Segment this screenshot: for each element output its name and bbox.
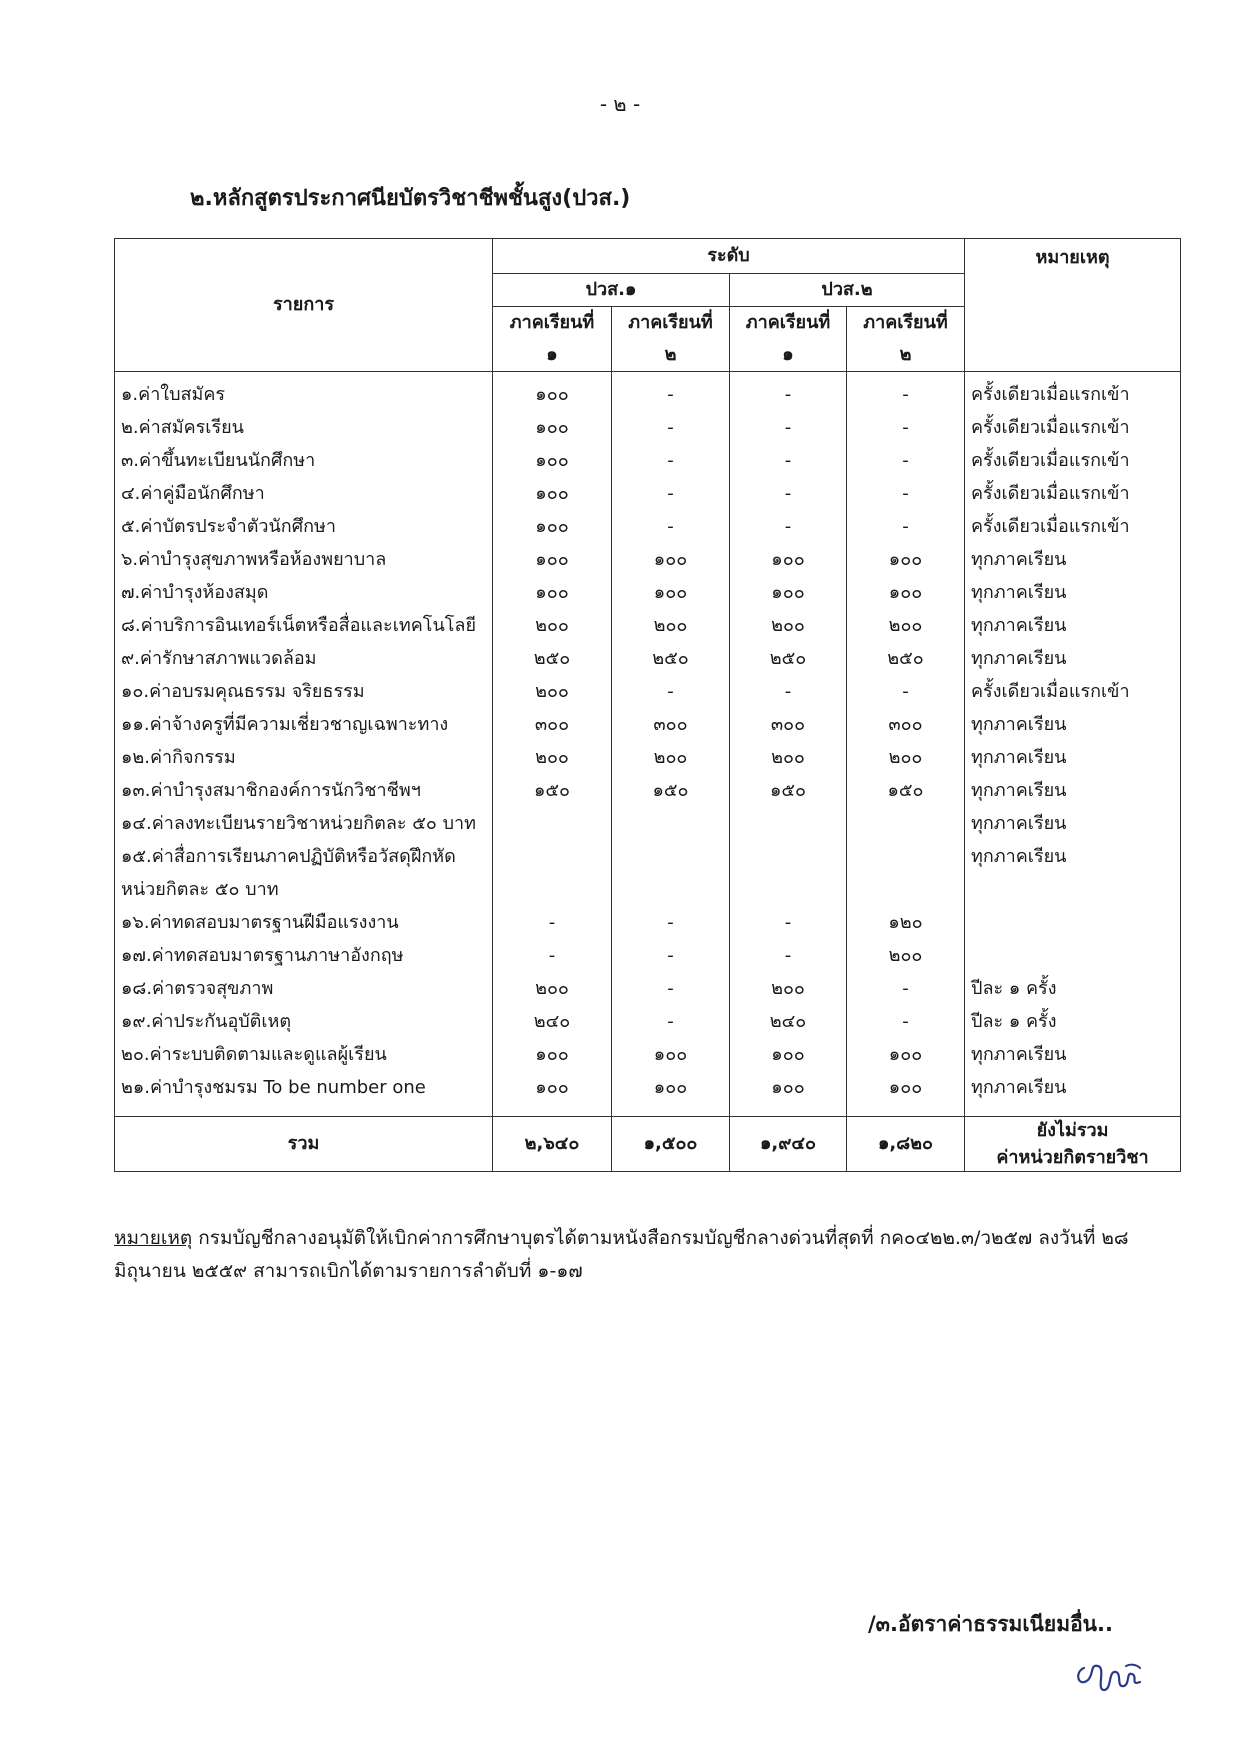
row-value: ๒๕๐ [493, 642, 612, 675]
row-label: ๔.ค่าคู่มือนักศึกษา [115, 477, 493, 510]
row-label: ๑๔.ค่าลงทะเบียนรายวิชาหน่วยกิตละ ๕๐ บาท [115, 807, 493, 840]
row-label: ๒๑.ค่าบำรุงชมรม To be number one [115, 1071, 493, 1104]
row-value: - [493, 906, 612, 939]
row-remark: ครั้งเดียวเมื่อแรกเข้า [965, 372, 1181, 412]
total-value: ๑,๙๔๐ [730, 1117, 847, 1172]
row-label: ๕.ค่าบัตรประจำตัวนักศึกษา [115, 510, 493, 543]
row-value: - [847, 411, 965, 444]
table-row [115, 372, 1181, 412]
row-value: ๑๐๐ [847, 543, 965, 576]
table-row [115, 972, 1181, 1005]
total-value: ๑,๘๒๐ [847, 1117, 965, 1172]
total-value: ๑,๕๐๐ [612, 1117, 730, 1172]
row-value: ๑๐๐ [493, 1038, 612, 1071]
row-value: ๑๕๐ [493, 774, 612, 807]
row-value: - [612, 939, 730, 972]
header-sem-number: ๑ [493, 339, 612, 372]
row-value: ๑๐๐ [493, 510, 612, 543]
row-value: - [612, 906, 730, 939]
row-value: ๒๐๐ [612, 609, 730, 642]
row-value: ๒๐๐ [493, 675, 612, 708]
row-value: ๑๐๐ [847, 1038, 965, 1071]
row-value [730, 873, 847, 906]
row-value: ๑๐๐ [730, 543, 847, 576]
table-row [115, 873, 1181, 906]
spacer-cell [612, 1104, 730, 1117]
row-value: ๒๐๐ [847, 609, 965, 642]
row-value: - [847, 477, 965, 510]
row-value: - [612, 372, 730, 412]
row-value: ๑๐๐ [493, 444, 612, 477]
note-label: หมายเหตุ [114, 1227, 193, 1249]
row-value: - [730, 411, 847, 444]
total-remark-line1: ยังไม่รวม [1036, 1120, 1109, 1141]
total-label: รวม [115, 1117, 493, 1172]
row-remark: ทุกภาคเรียน [965, 840, 1181, 873]
note-text: กรมบัญชีกลางอนุมัติให้เบิกค่าการศึกษาบุตรได้ตามหนังสือกรมบัญชีกลางด่วนที่สุดที่ กค๐๔๒๒.๓/ว๒๕๗ ลงวันที่ ๒๘ มิถุนายน ๒๕๕๙ สามารถเบิกได้ตามรายการลำดับที่ ๑-๑๗ [114, 1227, 1129, 1283]
row-value: ๑๕๐ [730, 774, 847, 807]
row-value: ๒๐๐ [730, 972, 847, 1005]
row-remark: ทุกภาคเรียน [965, 1071, 1181, 1104]
row-value: ๑๐๐ [493, 477, 612, 510]
table-row [115, 741, 1181, 774]
row-value: - [612, 675, 730, 708]
table-row [115, 1071, 1181, 1104]
spacer-cell [965, 1104, 1181, 1117]
row-value: ๓๐๐ [730, 708, 847, 741]
row-label: ๖.ค่าบำรุงสุขภาพหรือห้องพยาบาล [115, 543, 493, 576]
row-label: ๘.ค่าบริการอินเทอร์เน็ตหรือสื่อและเทคโนโลยี [115, 609, 493, 642]
row-value: ๑๐๐ [493, 576, 612, 609]
table-row [115, 444, 1181, 477]
table-row [115, 774, 1181, 807]
row-value [730, 807, 847, 840]
row-remark [965, 939, 1181, 972]
row-value: ๒๐๐ [730, 609, 847, 642]
table-row [115, 477, 1181, 510]
row-label: หน่วยกิตละ ๕๐ บาท [115, 873, 493, 906]
section-title: ๒.หลักสูตรประกาศนียบัตรวิชาชีพชั้นสูง(ปวส.) [190, 186, 631, 211]
row-remark [965, 906, 1181, 939]
row-value: ๑๐๐ [493, 1071, 612, 1104]
header-remark: หมายเหตุ [965, 239, 1181, 372]
table-row [115, 609, 1181, 642]
row-value [612, 807, 730, 840]
row-label: ๗.ค่าบำรุงห้องสมุด [115, 576, 493, 609]
row-value: ๑๐๐ [493, 372, 612, 412]
row-value: ๒๐๐ [612, 741, 730, 774]
fee-table [114, 238, 1181, 1172]
row-value [493, 840, 612, 873]
table-row [115, 642, 1181, 675]
row-value [493, 807, 612, 840]
row-value: ๑๐๐ [730, 1038, 847, 1071]
row-value: - [612, 510, 730, 543]
row-value: ๒๕๐ [847, 642, 965, 675]
row-value [612, 873, 730, 906]
row-value: ๓๐๐ [612, 708, 730, 741]
table-spacer [115, 1104, 1181, 1117]
row-remark: ทุกภาคเรียน [965, 708, 1181, 741]
row-value: - [730, 939, 847, 972]
row-value: - [730, 675, 847, 708]
signature-icon [1070, 1650, 1150, 1700]
row-label: ๙.ค่ารักษาสภาพแวดล้อม [115, 642, 493, 675]
table-row [115, 411, 1181, 444]
row-remark: ทุกภาคเรียน [965, 609, 1181, 642]
row-value: ๒๔๐ [730, 1005, 847, 1038]
row-value: - [847, 675, 965, 708]
row-remark: ครั้งเดียวเมื่อแรกเข้า [965, 444, 1181, 477]
row-label: ๒๐.ค่าระบบติดตามและดูแลผู้เรียน [115, 1038, 493, 1071]
row-value: ๓๐๐ [493, 708, 612, 741]
header-sem-number: ๑ [730, 339, 847, 372]
header-semester: ภาคเรียนที่ [730, 307, 847, 340]
table-row [115, 510, 1181, 543]
row-value: - [612, 444, 730, 477]
row-value: ๑๐๐ [730, 1071, 847, 1104]
row-remark: ครั้งเดียวเมื่อแรกเข้า [965, 411, 1181, 444]
row-value: ๑๕๐ [847, 774, 965, 807]
row-value [847, 840, 965, 873]
table-row [115, 675, 1181, 708]
row-value: ๒๐๐ [730, 741, 847, 774]
row-label: ๑.ค่าใบสมัคร [115, 372, 493, 412]
row-value: ๑๒๐ [847, 906, 965, 939]
row-value: ๑๐๐ [847, 1071, 965, 1104]
row-value: - [730, 477, 847, 510]
table-row [115, 807, 1181, 840]
table-row [115, 906, 1181, 939]
page-number: - ๒ - [599, 92, 641, 116]
row-value: ๒๔๐ [493, 1005, 612, 1038]
row-value: ๑๕๐ [612, 774, 730, 807]
row-value: ๒๐๐ [493, 972, 612, 1005]
row-value: - [730, 906, 847, 939]
row-remark: ทุกภาคเรียน [965, 576, 1181, 609]
row-value [493, 873, 612, 906]
spacer-cell [115, 1104, 493, 1117]
row-value: ๑๐๐ [847, 576, 965, 609]
row-value: ๑๐๐ [612, 576, 730, 609]
header-level: ระดับ [493, 239, 965, 274]
table-row [115, 840, 1181, 873]
spacer-cell [847, 1104, 965, 1117]
row-value: ๒๐๐ [493, 609, 612, 642]
row-value: ๒๐๐ [847, 741, 965, 774]
note [114, 1222, 1180, 1289]
total-value: ๒,๖๔๐ [493, 1117, 612, 1172]
row-value: ๒๕๐ [730, 642, 847, 675]
header-semester: ภาคเรียนที่ [612, 307, 730, 340]
row-label: ๒.ค่าสมัครเรียน [115, 411, 493, 444]
row-label: ๑๗.ค่าทดสอบมาตรฐานภาษาอังกฤษ [115, 939, 493, 972]
row-label: ๑๐.ค่าอบรมคุณธรรม จริยธรรม [115, 675, 493, 708]
row-value: - [612, 972, 730, 1005]
row-remark: ทุกภาคเรียน [965, 642, 1181, 675]
row-remark: ปีละ ๑ ครั้ง [965, 972, 1181, 1005]
row-remark: ครั้งเดียวเมื่อแรกเข้า [965, 675, 1181, 708]
row-value: - [730, 510, 847, 543]
row-value: ๑๐๐ [612, 1071, 730, 1104]
row-label: ๑๖.ค่าทดสอบมาตรฐานฝีมือแรงงาน [115, 906, 493, 939]
row-label: ๑๙.ค่าประกันอุบัติเหตุ [115, 1005, 493, 1038]
row-value [730, 840, 847, 873]
total-remark-line2: ค่าหน่วยกิตรายวิชา [996, 1147, 1149, 1168]
header-sem-number: ๒ [847, 339, 965, 372]
continuation-text: /๓.อัตราค่าธรรมเนียมอื่น.. [868, 1612, 1113, 1636]
row-value: - [847, 510, 965, 543]
row-value: ๒๐๐ [493, 741, 612, 774]
spacer-cell [493, 1104, 612, 1117]
row-value: ๑๐๐ [730, 576, 847, 609]
header-item: รายการ [115, 239, 493, 372]
row-remark [965, 873, 1181, 906]
row-value: - [847, 1005, 965, 1038]
table-row [115, 543, 1181, 576]
row-value: ๒๐๐ [847, 939, 965, 972]
row-value: - [847, 972, 965, 1005]
row-remark: ทุกภาคเรียน [965, 543, 1181, 576]
row-label: ๓.ค่าขึ้นทะเบียนนักศึกษา [115, 444, 493, 477]
row-label: ๑๒.ค่ากิจกรรม [115, 741, 493, 774]
header-year1: ปวส.๑ [493, 274, 730, 307]
row-value: ๑๐๐ [612, 543, 730, 576]
row-value: - [493, 939, 612, 972]
row-remark: ปีละ ๑ ครั้ง [965, 1005, 1181, 1038]
row-label: ๑๕.ค่าสื่อการเรียนภาคปฏิบัติหรือวัสดุฝึกหัด [115, 840, 493, 873]
row-value: - [847, 444, 965, 477]
row-label: ๑๘.ค่าตรวจสุขภาพ [115, 972, 493, 1005]
table-row [115, 1038, 1181, 1071]
row-remark: ทุกภาคเรียน [965, 807, 1181, 840]
header-sem-number: ๒ [612, 339, 730, 372]
row-value: ๑๐๐ [493, 411, 612, 444]
table-row [115, 1005, 1181, 1038]
row-remark: ทุกภาคเรียน [965, 774, 1181, 807]
header-semester: ภาคเรียนที่ [493, 307, 612, 340]
row-value: - [730, 444, 847, 477]
header-year2: ปวส.๒ [730, 274, 965, 307]
row-value: - [612, 1005, 730, 1038]
row-remark: ครั้งเดียวเมื่อแรกเข้า [965, 510, 1181, 543]
row-value: ๑๐๐ [612, 1038, 730, 1071]
row-value [847, 873, 965, 906]
table-row [115, 939, 1181, 972]
row-remark: ครั้งเดียวเมื่อแรกเข้า [965, 477, 1181, 510]
row-value: - [730, 372, 847, 412]
row-value [847, 807, 965, 840]
row-remark: ทุกภาคเรียน [965, 741, 1181, 774]
row-value: - [612, 477, 730, 510]
row-value: ๓๐๐ [847, 708, 965, 741]
spacer-cell [730, 1104, 847, 1117]
row-value: ๑๐๐ [493, 543, 612, 576]
row-value [612, 840, 730, 873]
row-value: ๒๕๐ [612, 642, 730, 675]
row-value: - [612, 411, 730, 444]
row-value: - [847, 372, 965, 412]
header-semester: ภาคเรียนที่ [847, 307, 965, 340]
table-row [115, 708, 1181, 741]
row-remark: ทุกภาคเรียน [965, 1038, 1181, 1071]
total-remark [965, 1117, 1181, 1172]
row-label: ๑๑.ค่าจ้างครูที่มีความเชี่ยวชาญเฉพาะทาง [115, 708, 493, 741]
row-label: ๑๓.ค่าบำรุงสมาชิกองค์การนักวิชาชีพฯ [115, 774, 493, 807]
table-row [115, 576, 1181, 609]
